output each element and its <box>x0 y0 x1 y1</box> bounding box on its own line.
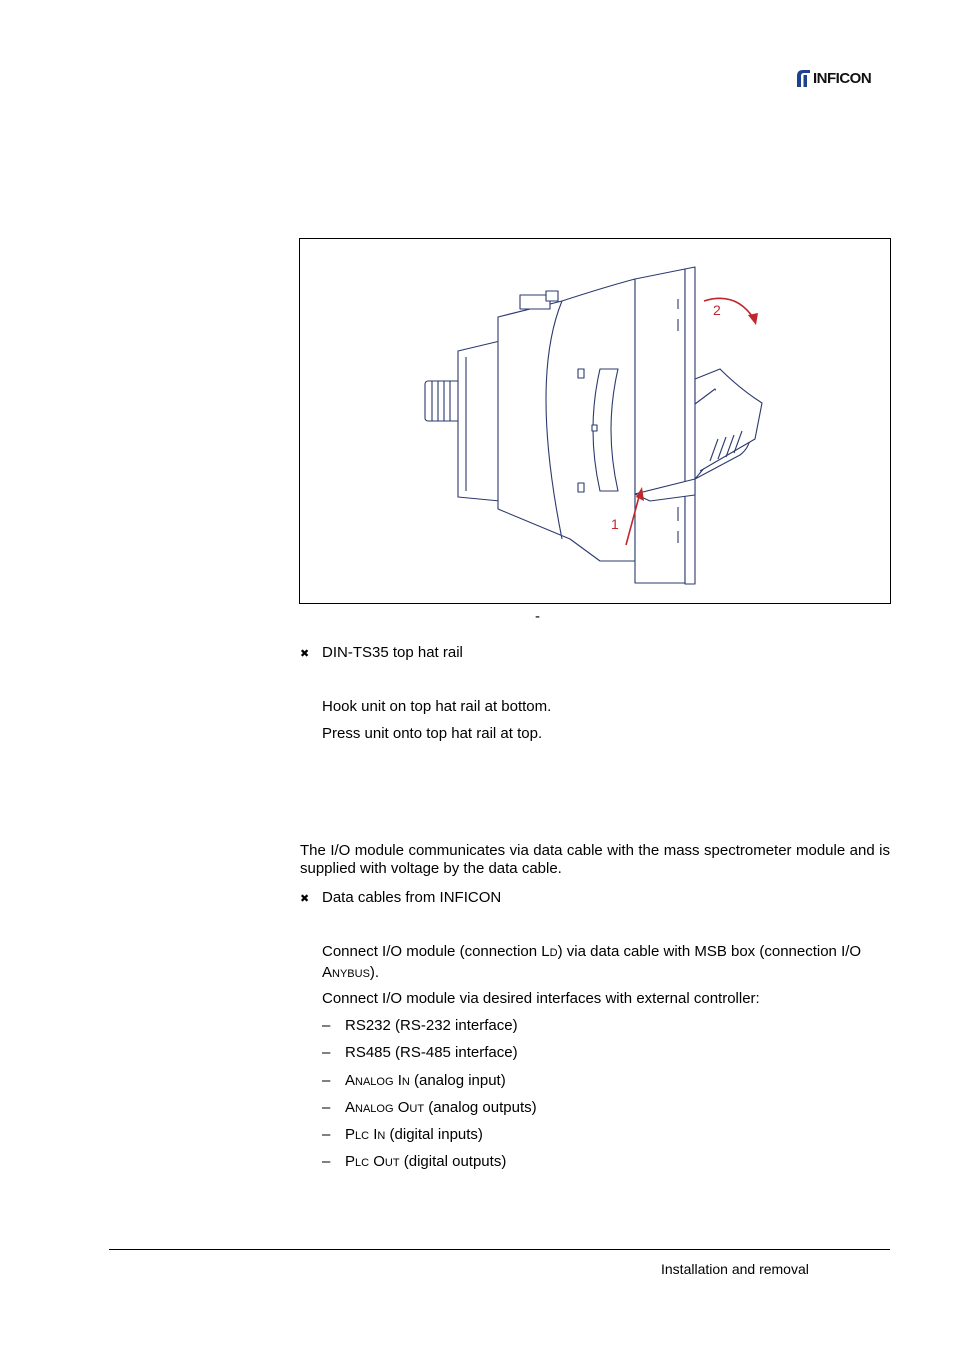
cross-bullet-icon: ✖ <box>300 648 310 660</box>
step-text: ) via data cable with MSB box (connection I/O <box>557 943 862 960</box>
footer-divider <box>109 1249 890 1250</box>
dash-bullet: – <box>322 1072 331 1089</box>
sc-cap: A <box>345 1072 356 1089</box>
interface-item-analog-out <box>322 1099 537 1117</box>
sc-cap: A <box>345 1099 356 1116</box>
requirement-item-rail <box>300 644 463 663</box>
connection-anybus-cap: A <box>322 964 333 981</box>
connection-paragraph: The I/O module communicates via data cable with the mass spectrometer module and is supplied with voltage by the data cable. <box>300 842 890 877</box>
callout-label-2: 2 <box>713 302 721 318</box>
connection-ld-small: D <box>549 947 558 959</box>
sc-small: LC <box>355 1130 370 1142</box>
cross-bullet-icon: ✖ <box>300 893 310 905</box>
interface-text: (digital outputs) <box>399 1153 507 1170</box>
module-drawing <box>300 239 890 603</box>
interface-item-plc-out <box>322 1153 507 1171</box>
install-step-1: Hook unit on top hat rail at bottom. <box>322 698 552 715</box>
requirement-text: DIN-TS35 top hat rail <box>322 644 463 661</box>
sc-cap: O <box>373 1153 385 1170</box>
logo-text: INFICON <box>813 69 872 87</box>
figure-din-rail-mounting <box>299 238 891 604</box>
install-step-2: Press unit onto top hat rail at top. <box>322 725 543 742</box>
interface-text: RS485 (RS-485 interface) <box>345 1044 518 1061</box>
dash-bullet: – <box>322 1044 331 1061</box>
step-text: Connect I/O module (connection <box>322 943 542 960</box>
footer-section-title: Installation and removal <box>661 1261 809 1277</box>
sc-cap: I <box>397 1072 402 1089</box>
sc-small: UT <box>409 1103 425 1115</box>
dash-bullet: – <box>322 1153 331 1170</box>
sc-small: N <box>377 1130 386 1142</box>
connection-anybus-small: NYBUS <box>332 968 370 980</box>
requirement-item-cables <box>300 889 502 908</box>
interface-text: (analog input) <box>409 1072 506 1089</box>
sc-small: LC <box>355 1157 370 1169</box>
interface-item-rs232 <box>322 1017 518 1035</box>
requirement-text: Data cables from INFICON <box>322 889 502 906</box>
sc-small: UT <box>384 1157 400 1169</box>
interface-text: RS232 (RS-232 interface) <box>345 1017 518 1034</box>
sc-small: N <box>401 1076 410 1088</box>
sc-cap: P <box>345 1153 356 1170</box>
interface-item-analog-in <box>322 1072 506 1090</box>
dash-bullet: – <box>322 1017 331 1034</box>
interface-text: (digital inputs) <box>385 1126 483 1143</box>
sc-cap: I <box>373 1126 378 1143</box>
step-text: ). <box>369 964 380 981</box>
interface-item-rs485 <box>322 1044 518 1062</box>
sc-cap: P <box>345 1126 356 1143</box>
connect-step-2: Connect I/O module via desired interfaces with external controller: <box>322 990 760 1007</box>
sc-cap: O <box>397 1099 410 1116</box>
connect-step-1 <box>322 942 890 984</box>
dash-bullet: – <box>322 1099 331 1116</box>
connection-ld-cap: L <box>541 943 550 960</box>
interface-text: (analog outputs) <box>424 1099 537 1116</box>
sc-small: NALOG <box>355 1076 394 1088</box>
inficon-logo <box>794 66 894 90</box>
interface-item-plc-in <box>322 1126 483 1144</box>
dash-bullet: – <box>322 1126 331 1143</box>
inficon-mark-icon <box>794 67 812 89</box>
sc-small: NALOG <box>355 1103 394 1115</box>
figure-caption: - <box>535 608 540 625</box>
callout-label-1: 1 <box>611 516 619 532</box>
